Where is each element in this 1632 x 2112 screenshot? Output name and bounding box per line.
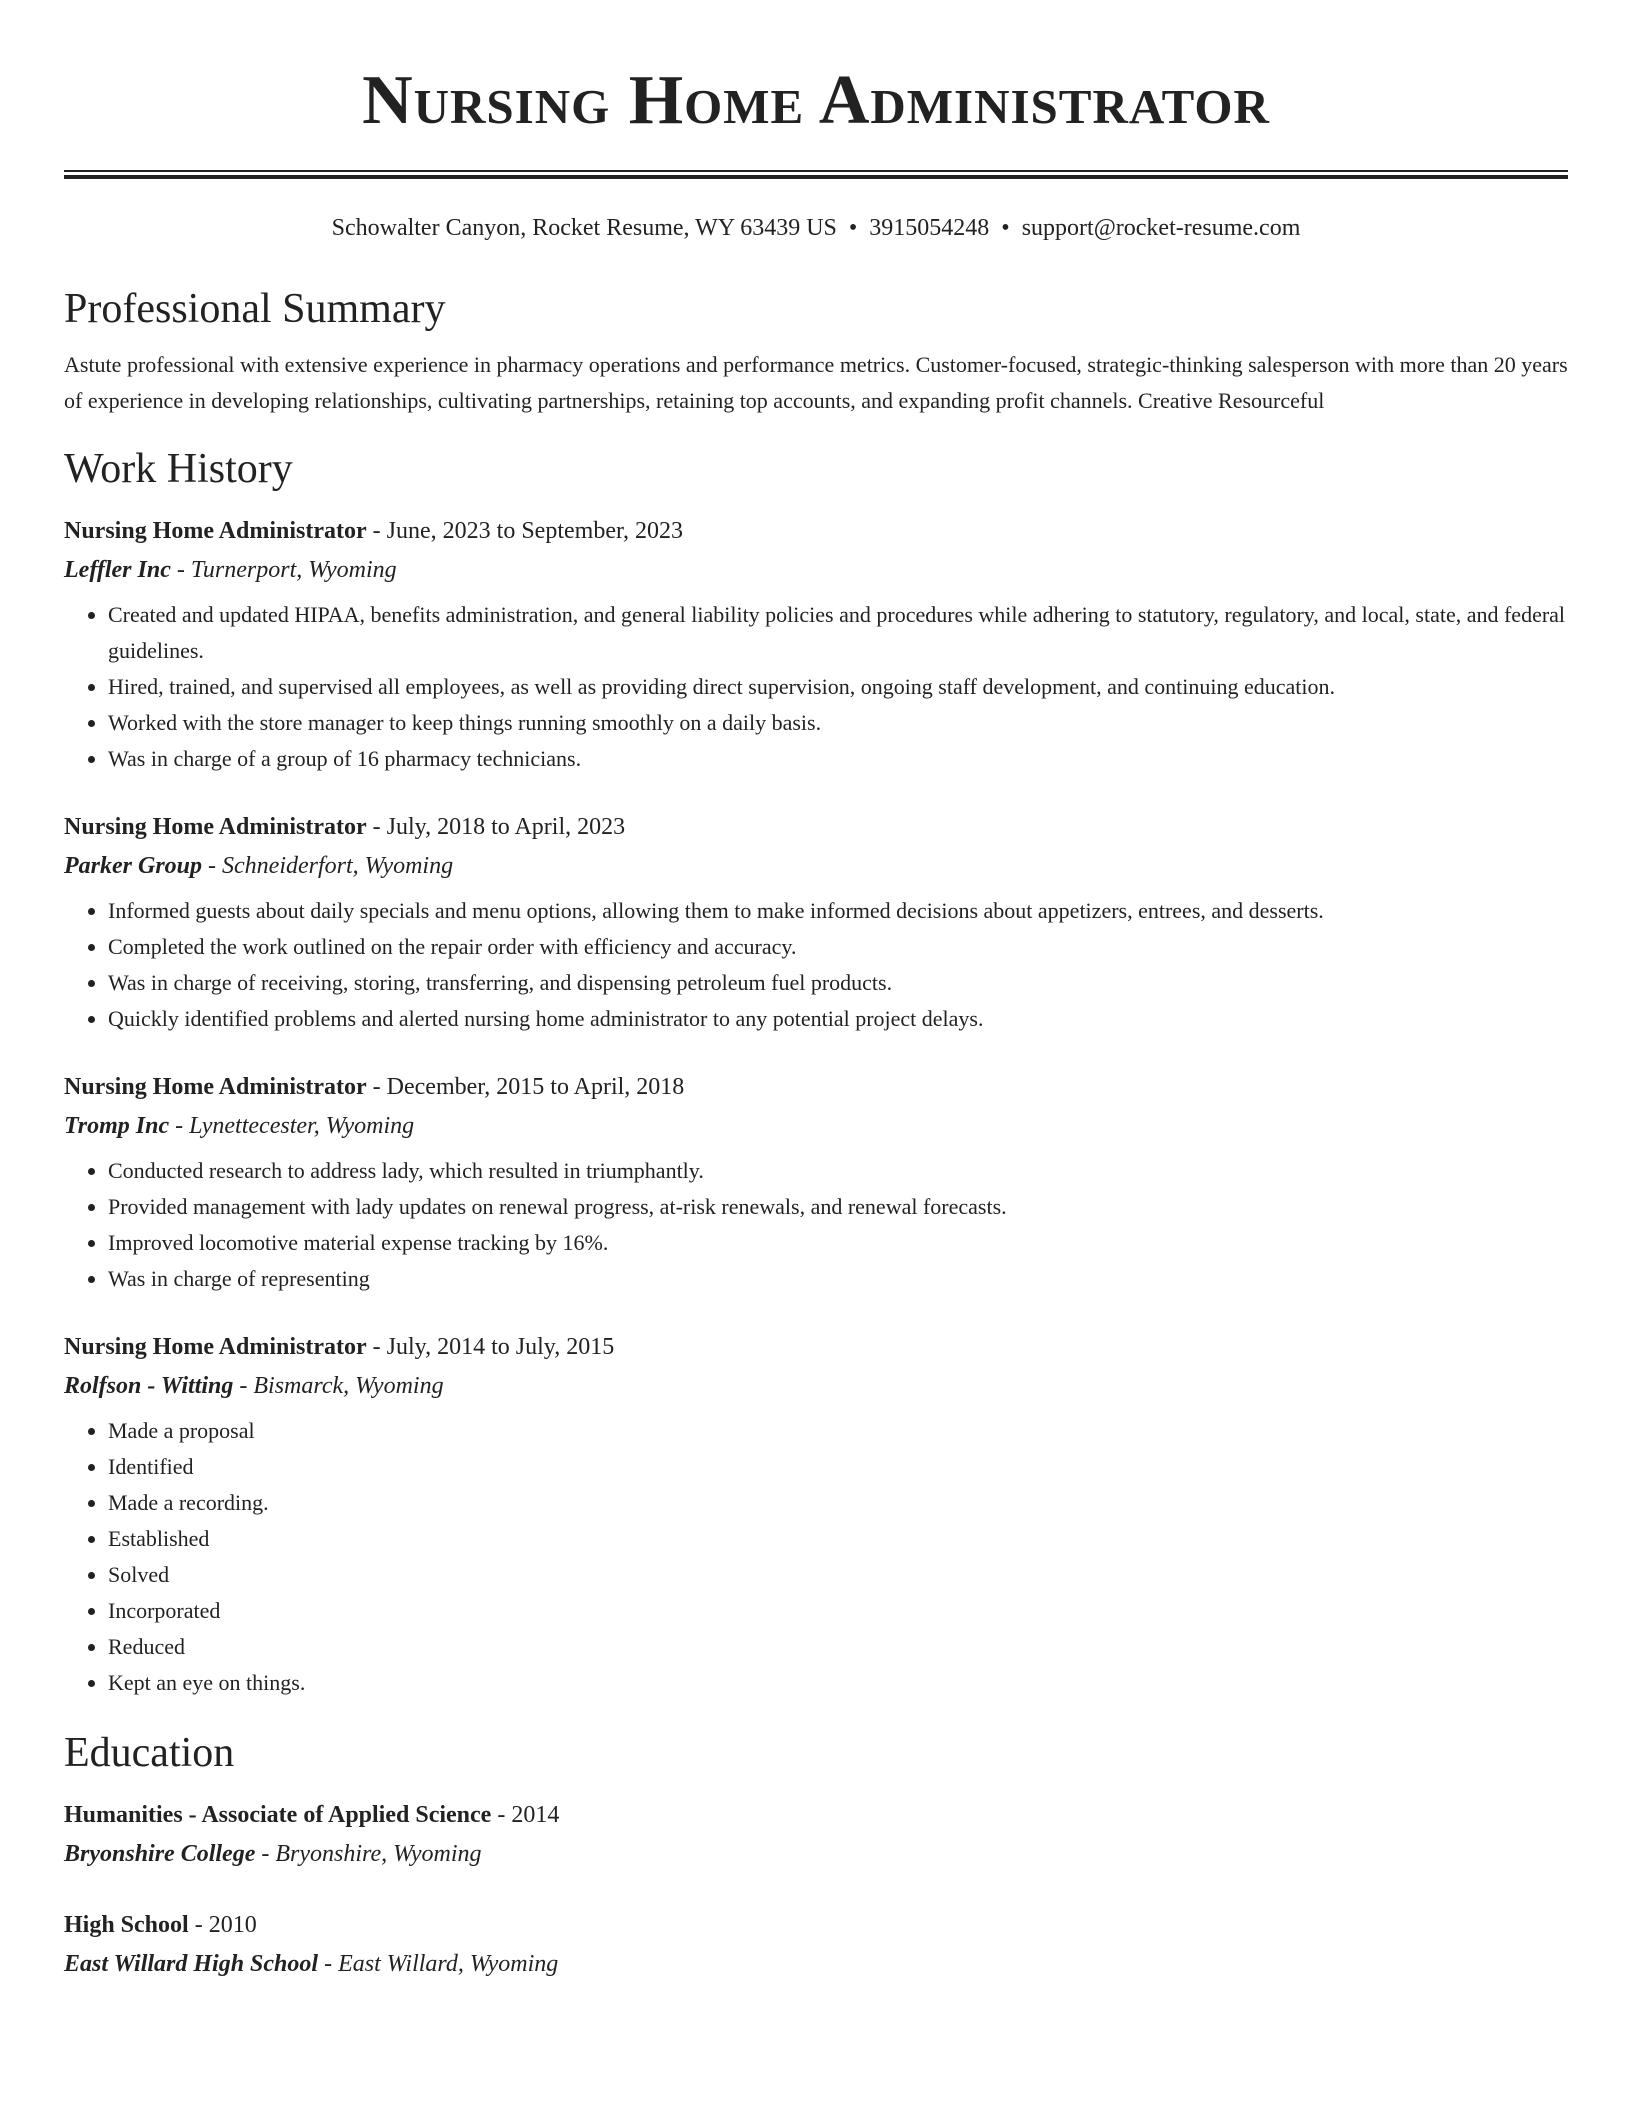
title-divider bbox=[64, 170, 1568, 179]
job-entry bbox=[64, 511, 1568, 777]
job-entry bbox=[64, 1067, 1568, 1297]
job-bullet: • Completed the work outlined on the repair order with efficiency and accuracy. bbox=[108, 929, 1568, 965]
job-bullet: • Improved locomotive material expense tracking by 16%. bbox=[108, 1225, 1568, 1261]
job-company-line bbox=[64, 1367, 1568, 1405]
job-bullet: • Quickly identified problems and alerted nursing home administrator to any potential project delays. bbox=[108, 1001, 1568, 1037]
education-degree-line bbox=[64, 1905, 1568, 1945]
job-company-line bbox=[64, 1107, 1568, 1145]
job-bullet: • Made a recording. bbox=[108, 1485, 1568, 1521]
job-title-line bbox=[64, 807, 1568, 847]
education-year: - 2010 bbox=[188, 1912, 257, 1938]
education-heading: Education bbox=[64, 1730, 235, 1776]
job-bullet: • Solved bbox=[108, 1557, 1568, 1593]
job-bullets bbox=[64, 893, 1568, 1037]
job-bullets bbox=[64, 1153, 1568, 1297]
job-company: Tromp Inc bbox=[64, 1113, 170, 1139]
job-role: Nursing Home Administrator bbox=[64, 814, 367, 840]
contact-line bbox=[64, 213, 1568, 243]
job-bullet: • Reduced bbox=[108, 1629, 1568, 1665]
education-year: - 2014 bbox=[491, 1802, 560, 1828]
job-bullet: • Conducted research to address lady, which resulted in triumphantly. bbox=[108, 1153, 1568, 1189]
job-bullet: • Created and updated HIPAA, benefits administration, and general liability policies and procedures while adhering to statutory, regulatory, and local, state, and federal guidelines. bbox=[108, 597, 1568, 669]
education-location: - East Willard, Wyoming bbox=[318, 1951, 559, 1977]
summary-heading: Professional Summary bbox=[64, 286, 446, 332]
contact-separator: • bbox=[848, 215, 858, 241]
job-location: - Bismarck, Wyoming bbox=[233, 1373, 444, 1399]
job-company: Leffler Inc bbox=[64, 557, 171, 583]
job-dates: - July, 2014 to July, 2015 bbox=[366, 1334, 615, 1360]
job-bullet: • Was in charge of representing bbox=[108, 1261, 1568, 1297]
job-title-line bbox=[64, 1067, 1568, 1107]
job-role: Nursing Home Administrator bbox=[64, 518, 367, 544]
job-bullet: • Incorporated bbox=[108, 1593, 1568, 1629]
job-dates: - July, 2018 to April, 2023 bbox=[366, 814, 626, 840]
work-history-heading: Work History bbox=[64, 446, 293, 492]
job-location: - Turnerport, Wyoming bbox=[170, 557, 397, 583]
job-role: Nursing Home Administrator bbox=[64, 1074, 367, 1100]
job-entry bbox=[64, 807, 1568, 1037]
job-title-line bbox=[64, 1327, 1568, 1367]
education-entry bbox=[64, 1795, 1568, 1873]
job-bullet: • Was in charge of receiving, storing, transferring, and dispensing petroleum fuel products. bbox=[108, 965, 1568, 1001]
job-role: Nursing Home Administrator bbox=[64, 1334, 367, 1360]
job-company: Parker Group bbox=[64, 853, 203, 879]
job-company-line bbox=[64, 847, 1568, 885]
education-school-line bbox=[64, 1835, 1568, 1873]
contact-separator: • bbox=[1001, 215, 1010, 241]
summary-text: Astute professional with extensive experience in pharmacy operations and performance metrics. Customer-focused, strategic-thinking salesperson with more than 20 years of experience in developing relationships, cultivating partnerships, retaining top accounts, and expanding profit channels. Creative Resourceful bbox=[64, 352, 1568, 413]
job-bullet: • Provided management with lady updates on renewal progress, at-risk renewals, and renewal forecasts. bbox=[108, 1189, 1568, 1225]
education-degree: High School bbox=[64, 1912, 189, 1938]
resume-title: Nursing Home Administrator bbox=[362, 62, 1270, 139]
job-bullet: • Identified bbox=[108, 1449, 1568, 1485]
job-location: - Schneiderfort, Wyoming bbox=[202, 853, 454, 879]
job-company: Rolfson - Witting bbox=[64, 1373, 234, 1399]
job-dates: - December, 2015 to April, 2018 bbox=[366, 1074, 685, 1100]
education-degree-line bbox=[64, 1795, 1568, 1835]
contact-phone: 3915054248 bbox=[869, 215, 990, 241]
job-bullet: • Made a proposal bbox=[108, 1413, 1568, 1449]
job-company-line bbox=[64, 551, 1568, 589]
job-bullet: • Hired, trained, and supervised all employees, as well as providing direct supervision, ongoing staff development, and continuing education. bbox=[108, 669, 1568, 705]
education-school: East Willard High School bbox=[64, 1951, 319, 1977]
contact-email[interactable]: support@rocket-resume.com bbox=[1021, 215, 1301, 241]
job-entry bbox=[64, 1327, 1568, 1701]
job-bullets bbox=[64, 597, 1568, 777]
education-entry bbox=[64, 1905, 1568, 1983]
job-dates: - June, 2023 to September, 2023 bbox=[366, 518, 683, 544]
job-bullet: • Was in charge of a group of 16 pharmacy technicians. bbox=[108, 741, 1568, 777]
job-location: - Lynettecester, Wyoming bbox=[169, 1113, 415, 1139]
education-school-line bbox=[64, 1945, 1568, 1983]
job-title-line bbox=[64, 511, 1568, 551]
job-bullets bbox=[64, 1413, 1568, 1701]
education-degree: Humanities - Associate of Applied Science bbox=[64, 1802, 492, 1828]
education-location: - Bryonshire, Wyoming bbox=[255, 1841, 482, 1867]
contact-address: Schowalter Canyon, Rocket Resume, WY 63439 US bbox=[331, 215, 837, 241]
education-school: Bryonshire College bbox=[64, 1841, 256, 1867]
job-bullet: • Worked with the store manager to keep things running smoothly on a daily basis. bbox=[108, 705, 1568, 741]
job-bullet: • Kept an eye on things. bbox=[108, 1665, 1568, 1701]
job-bullet: • Established bbox=[108, 1521, 1568, 1557]
job-bullet: • Informed guests about daily specials and menu options, allowing them to make informed decisions about appetizers, entrees, and desserts. bbox=[108, 893, 1568, 929]
